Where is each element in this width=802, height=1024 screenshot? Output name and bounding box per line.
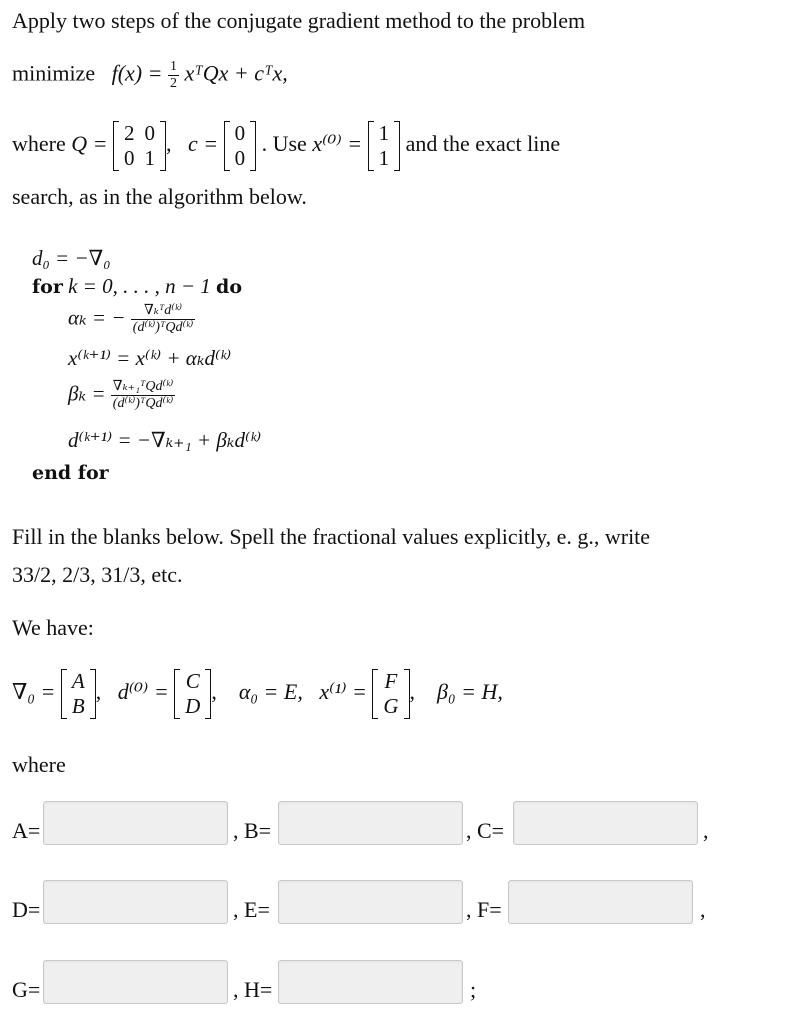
x1-cell: F (384, 668, 398, 693)
blank-g-input[interactable] (43, 960, 228, 1004)
algo-alpha-denominator: (d⁽ᵏ⁾)ᵀQd⁽ᵏ⁾ (132, 320, 194, 335)
blank-b-label: , B= (233, 818, 272, 843)
blank-d-input[interactable] (43, 880, 228, 924)
objective-rest: xᵀQx + cᵀx, (184, 60, 288, 86)
blank-c-label: , C= (466, 818, 505, 843)
c-cell: 0 (234, 120, 246, 145)
blank-b-input[interactable] (278, 801, 463, 845)
algo-beta-lhs: βₖ = (68, 381, 106, 406)
algo-d-update: d⁽ᵏ⁺¹⁾ = −∇ₖ₊₁ + βₖd⁽ᵏ⁾ (68, 428, 262, 452)
use-text: . Use (261, 131, 307, 156)
x1-cell: G (383, 693, 399, 718)
algo-end-for: end for (32, 462, 109, 484)
where-label: where (12, 752, 66, 777)
problem-line-1: Apply two steps of the conjugate gradient method to the problem (12, 8, 586, 33)
algo-beta-numerator: ∇ₖ₊₁ᵀQd⁽ᵏ⁾ (112, 379, 174, 394)
q-cell: 1 (144, 145, 155, 170)
beta0-expression: β₀ = H, (437, 679, 503, 704)
x0-vector (368, 121, 401, 171)
row3-end: ; (470, 977, 477, 1002)
algo-alpha-line (68, 304, 195, 335)
d0-cell: C (185, 668, 200, 693)
instructions-line-1: Fill in the blanks below. Spell the fractional values explicitly, e. g., write (12, 524, 651, 549)
blank-g-label: G= (12, 977, 41, 1002)
q-cell: 0 (144, 120, 155, 145)
half-fraction (168, 60, 179, 91)
blank-a-label: A= (12, 818, 41, 843)
q-cell: 2 (123, 120, 135, 145)
where-line: where Q = 2 0 0 1 , c = 0 0 . Use x⁽⁰⁾ = 1 1 and the exact line (12, 120, 561, 170)
algo-alpha-numerator: ∇ₖᵀd⁽ᵏ⁾ (131, 304, 195, 320)
objective-lhs: f(x) = (111, 60, 163, 86)
algo-for-range: k = 0, . . . , n − 1 (68, 274, 211, 298)
d0-label: d⁽⁰⁾ = (117, 679, 169, 704)
half-numerator: 1 (169, 59, 177, 74)
x0-cell: 1 (378, 120, 390, 145)
x0-label: x⁽⁰⁾ = (312, 131, 363, 156)
row2-end: , (700, 897, 706, 922)
algo-beta-fraction (111, 380, 175, 411)
half-denominator: 2 (169, 76, 177, 91)
grad0-vector (61, 669, 96, 719)
c-vector (224, 121, 257, 171)
algo-d0-line: d₀ = −∇₀ (32, 246, 111, 270)
algo-beta-line (68, 380, 175, 411)
instructions-line-2: 33/2, 2/3, 31/3, etc. (12, 562, 183, 587)
objective-line (12, 60, 288, 91)
blank-h-label: , H= (233, 977, 273, 1002)
line-search-tail: and the exact line (405, 131, 561, 156)
algo-for-line (32, 274, 242, 299)
q-cell: 0 (123, 145, 135, 170)
d0-cell: D (185, 693, 201, 718)
grad0-label: ∇₀ = (12, 679, 56, 704)
blank-f-label: , F= (466, 897, 502, 922)
blank-c-input[interactable] (513, 801, 698, 845)
alpha0-expression: α₀ = E, (238, 679, 303, 704)
result-line: ∇₀ = A B , d⁽⁰⁾ = C D , α₀ = E, x⁽¹⁾ = F G , β₀ = H, (12, 668, 503, 718)
d0-vector (174, 669, 211, 719)
algo-for-keyword: for (32, 276, 63, 298)
x1-vector (372, 669, 409, 719)
blank-h-input[interactable] (278, 960, 463, 1004)
row1-end: , (703, 818, 709, 843)
blank-f-input[interactable] (508, 880, 693, 924)
x0-cell: 1 (378, 145, 390, 170)
algo-beta-denominator: (d⁽ᵏ⁾)ᵀQd⁽ᵏ⁾ (112, 396, 174, 411)
algo-alpha-lhs: αₖ = − (68, 305, 126, 330)
algo-x-update: x⁽ᵏ⁺¹⁾ = x⁽ᵏ⁾ + αₖd⁽ᵏ⁾ (68, 346, 232, 370)
grad0-cell: B (71, 693, 85, 718)
where-word: where (12, 131, 66, 156)
minimize-word: minimize (12, 60, 96, 86)
x1-label: x⁽¹⁾ = (319, 679, 367, 704)
algo-do-keyword: do (216, 276, 242, 298)
q-matrix (113, 121, 166, 171)
blank-d-label: D= (12, 897, 41, 922)
blank-e-label: , E= (233, 897, 270, 922)
q-label: Q = (71, 131, 108, 156)
we-have-label: We have: (12, 615, 94, 640)
c-label: c = (187, 131, 219, 156)
grad0-cell: A (71, 668, 85, 693)
c-cell: 0 (234, 145, 246, 170)
blank-a-input[interactable] (43, 801, 228, 845)
algo-alpha-fraction (131, 304, 195, 335)
problem-line-3: search, as in the algorithm below. (12, 184, 307, 209)
blank-e-input[interactable] (278, 880, 463, 924)
